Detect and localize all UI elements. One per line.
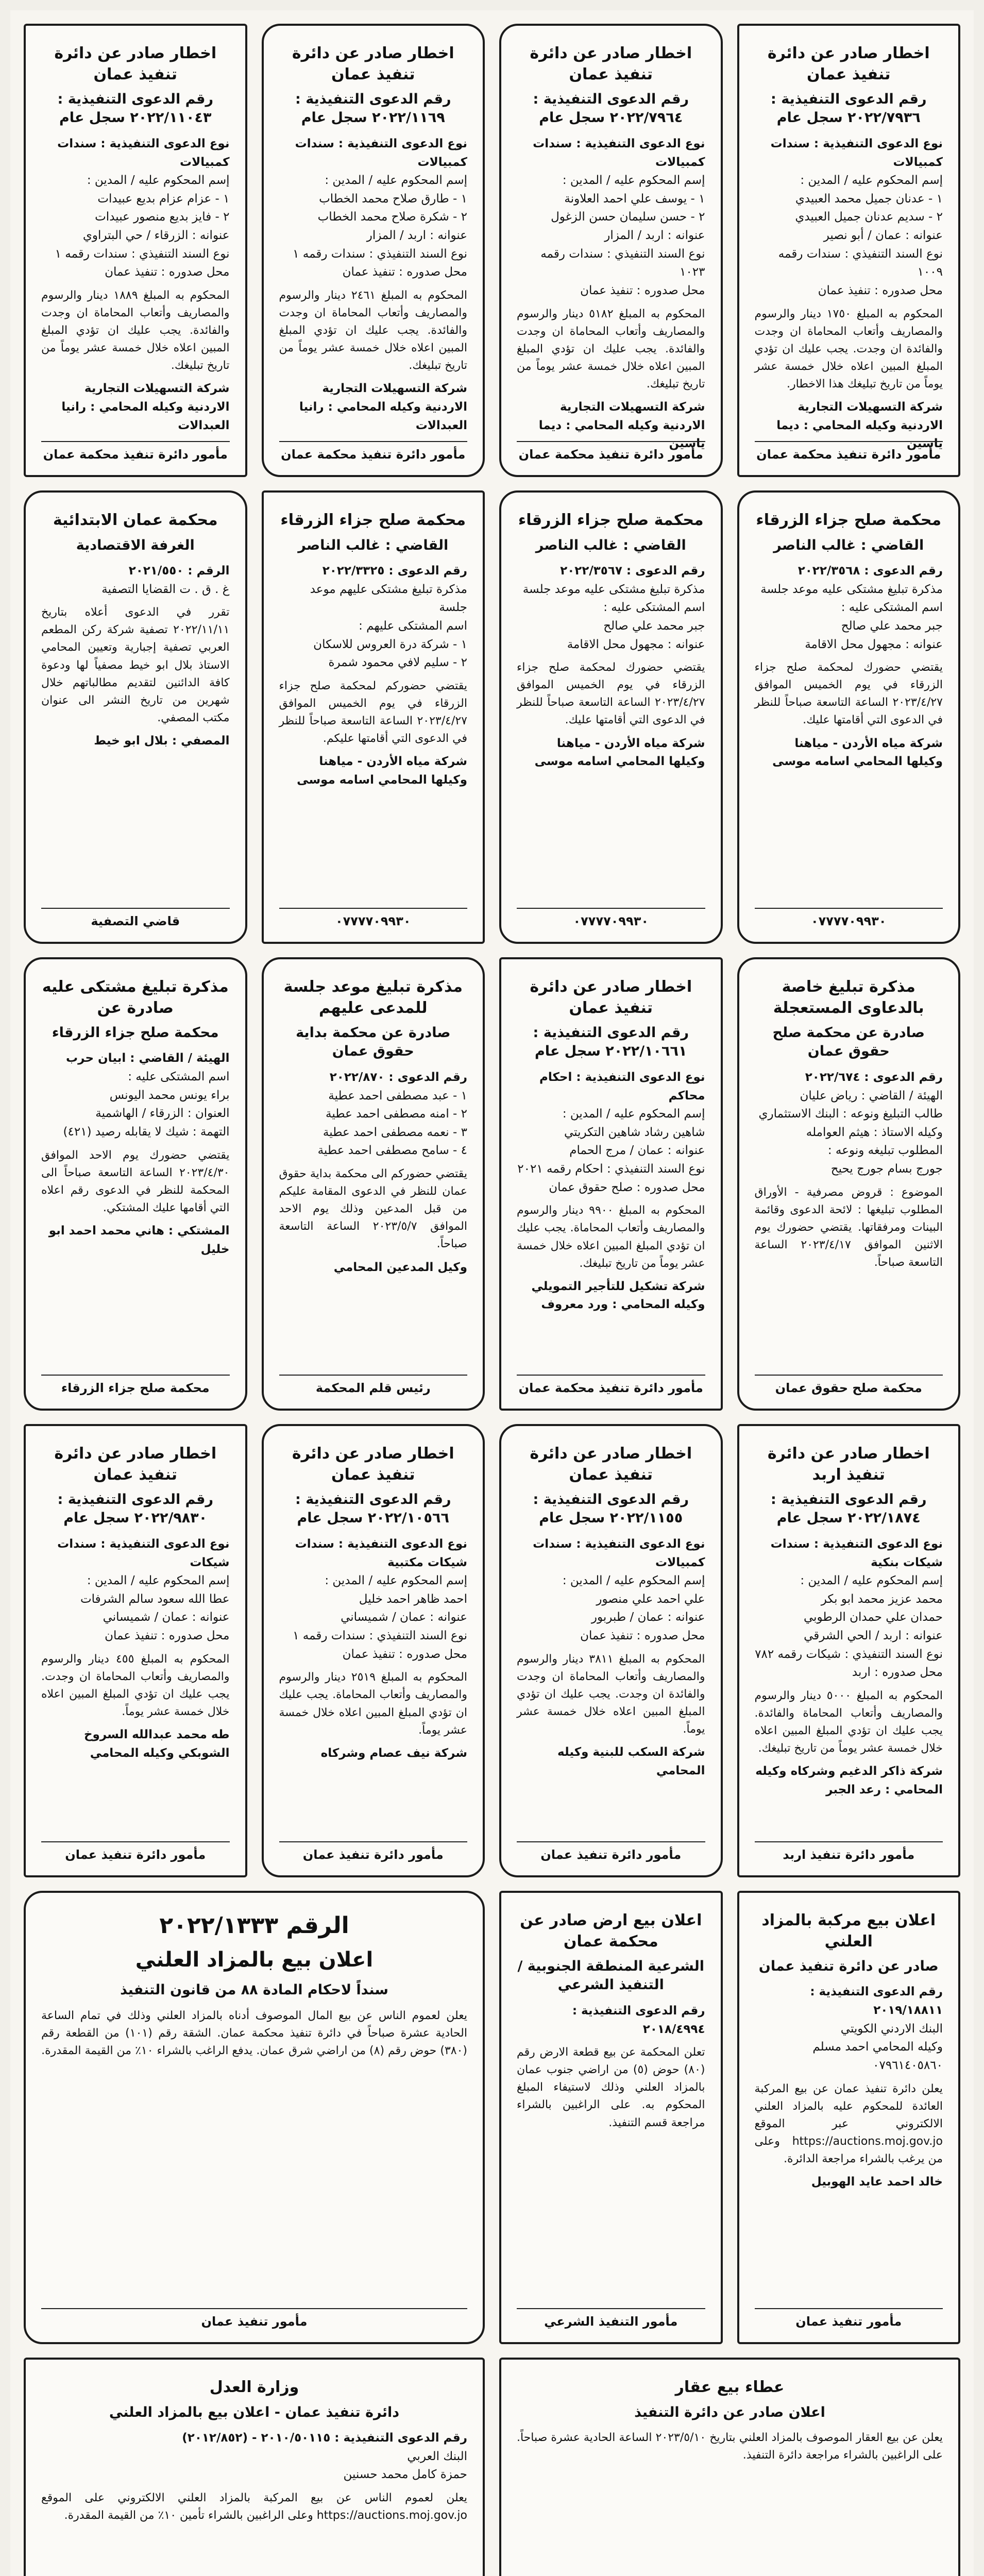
notice-heading: محكمة عمان الابتدائية	[53, 511, 218, 529]
notice-line: عنوانه : اربد / المزار	[604, 229, 705, 243]
notice-body: المحكوم به المبلغ ٥١٨٢ دينار والرسوم والمصاريف وأتعاب المحاماة ان وجدت والفائدة. يجب عليك ان تؤدي المبلغ المبين اعلاه خلال خمسة عشر يوماً من تاريخ تبليغك.	[517, 307, 705, 391]
notice-line: ١ - طارق صلاح محمد الخطاب	[319, 192, 467, 206]
court-notice	[24, 24, 247, 477]
court-notice	[737, 24, 961, 477]
notice-signature: مأمور دائرة تنفيذ محكمة عمان	[517, 441, 705, 462]
notice-line: محل صدوره : تنفيذ عمان	[342, 265, 467, 279]
notice-line: رقم الدعوى التنفيذية : ٢٠١٩/١٨٨١١	[810, 1985, 943, 2018]
notice-line: مذكرة تبليغ مشتكى عليهم موعد جلسة	[310, 582, 467, 615]
notice-body: المحكوم به المبلغ ١٨٨٩ دينار والرسوم والمصاريف وأتعاب المحاماة ان وجدت والفائدة. يجب عليك ان تؤدي المبلغ المبين اعلاه خلال خمسة عشر يوماً من تاريخ تبليغك.	[41, 289, 230, 372]
notice-line: غ . ق . ت القضايا التصفية	[101, 582, 230, 596]
notice-line: نوع الدعوى التنفيذية : سندات شيكات	[57, 1537, 230, 1569]
notice-subheading: دائرة تنفيذ عمان - اعلان بيع بالمزاد العلني	[109, 2404, 400, 2420]
notice-line: عنوانه : الزرقاء / حي البتراوي	[82, 229, 230, 243]
notice-line: اسم المشتكى عليه :	[841, 601, 943, 615]
notice-body: الموضوع : قروض مصرفية - الأوراق المطلوب تبليغها : لائحة الدعوى وقائمة البينات ومرفقاتها. يقتضي حضورك يوم الاثنين الموافق ٢٠٢٣/٤/١٧ الساعة التاسعة صباحاً.	[754, 1185, 943, 1269]
notice-party: شركة السكب للبنية وكيله المحامي	[557, 1745, 705, 1777]
notice-line: رقم الدعوى : ٢٠٢٢/٦٧٤	[805, 1070, 943, 1084]
notice-signature: مأمور دائرة تنفيذ عمان	[517, 1841, 705, 1862]
notice-signature: محكمة صلح حقوق عمان	[755, 1375, 943, 1395]
notice-line: إسم المحكوم عليه / المدين :	[325, 1574, 467, 1588]
notice-body: المحكوم به المبلغ ١٧٥٠ دينار والرسوم والمصاريف وأتعاب المحاماة ان وجدت والفائدة ان وجدت. يجب عليك ان تؤدي المبلغ المبين اعلاه خلال خمسة عشر يوماً من تاريخ تبليغك هذا الاخطار.	[754, 307, 943, 391]
notice-line: إسم المحكوم عليه / المدين :	[562, 1107, 705, 1121]
notice-party: شركة ذاكر الدغيم وشركاه وكيله المحامي : رعد الجبر	[755, 1765, 943, 1797]
notice-line: محل صدوره : تنفيذ عمان	[105, 1629, 230, 1643]
notice-subheading: الغرفة الاقتصادية	[76, 537, 195, 553]
notice-body: تقرر في الدعوى أعلاه بتاريخ ٢٠٢٢/١١/١١ تصفية شركة ركن المطعم العربي تصفية إجبارية وتعيين المحامي الاستاذ بلال ابو خيط مصفياً لها ودعوة كافة الدائنين لتقديم مطالباتهم خلال شهرين من تاريخ النشر الى عنوان مكتب المصفي.	[41, 606, 230, 724]
notice-subheading: رقم الدعوى التنفيذية : ٢٠٢٢/١٠٥٦٦ سجل عام	[295, 1492, 451, 1527]
notice-heading: اخطار صادر عن دائرة تنفيذ عمان	[292, 44, 454, 83]
notice-signature: مأمور دائرة تنفيذ محكمة عمان	[755, 441, 943, 462]
court-notice	[262, 1424, 485, 1877]
notice-line: التهمة : شيك لا يقابله رصيد (٤٢١)	[63, 1125, 230, 1139]
court-notice	[737, 1891, 961, 2344]
notice-line: نوع السند التنفيذي : سندات رقمه ١٠٢٣	[540, 247, 705, 279]
notice-heading: محكمة صلح جزاء الزرقاء	[756, 511, 942, 529]
notice-line: إسم المحكوم عليه / المدين :	[800, 1574, 943, 1588]
notice-signature: مأمور دائرة تنفيذ محكمة عمان	[517, 1375, 705, 1395]
notice-line: نوع الدعوى التنفيذية : سندات كمبيالات	[57, 137, 230, 169]
court-notice	[499, 24, 723, 477]
notice-line: إسم المحكوم عليه / المدين :	[562, 1574, 705, 1588]
notice-body: المحكوم به المبلغ ٩٩٠٠ دينار والرسوم والمصاريف وأتعاب المحاماة. يجب عليك ان تؤدي المبلغ المبين اعلاه خلال خمسة عشر يوماً من تاريخ تبليغك.	[517, 1204, 705, 1270]
notice-party: شركة التسهيلات التجارية الاردنية وكيله المحامي : ديما ياسين	[538, 400, 705, 451]
notice-party: المشتكي : هاني محمد احمد ابو خليل	[48, 1224, 230, 1256]
notice-line: رقم الدعوى : ٢٠٢٢/٣٥٦٧	[560, 564, 705, 578]
notice-line: براء يونس محمد اليونس	[109, 1088, 230, 1102]
notice-subheading: اعلان بيع بالمزاد العلني	[135, 1948, 374, 1972]
notice-line: نوع السند التنفيذي : سندات رقمه ١٠٠٩	[778, 247, 943, 279]
notice-line: حمزة كامل محمد حسنين	[343, 2468, 467, 2482]
notice-line: نوع السند التنفيذي : احكام رقمه ٢٠٢١	[517, 1162, 705, 1176]
notice-line: الهيئة / القاضي : ابيان حرب	[66, 1052, 230, 1065]
notice-line: محل صدوره : اربد	[852, 1666, 943, 1680]
notice-line: نوع الدعوى التنفيذية : سندات كمبيالات	[295, 137, 467, 169]
notice-subheading: صادر عن دائرة تنفيذ عمان	[758, 1958, 939, 1974]
notice-heading: اخطار صادر عن دائرة تنفيذ عمان	[54, 1445, 217, 1484]
newspaper-page	[10, 10, 974, 2576]
notice-heading: اعلان بيع مركبة بالمزاد العلني	[761, 1911, 936, 1951]
notice-body: يقتضي حضوركم الى محكمة بداية حقوق عمان للنظر في الدعوى المقامة عليكم من قبل المدعين وذلك يوم الاحد الموافق ٢٠٢٣/٥/٧ الساعة التاسعة صباحاً.	[279, 1167, 467, 1251]
notice-party: شركة التسهيلات التجارية الاردنية وكيله المحامي : ديما ياسين	[776, 400, 943, 451]
notice-subheading: القاضي : غالب الناصر	[773, 537, 924, 553]
notice-line: وكيله المحامي احمد مسلم	[812, 2040, 943, 2054]
notice-heading: اخطار صادر عن دائرة تنفيذ عمان	[530, 978, 692, 1017]
notice-body: يقتضي حضورك لمحكمة صلح جزاء الزرقاء في يوم الخميس الموافق ٢٠٢٣/٤/٢٧ الساعة التاسعة صباحاً للنظر في الدعوى التي أقامتها عليك.	[517, 661, 705, 727]
notice-party: خالد احمد عايد الهوبيل	[811, 2175, 943, 2189]
notice-line: عنوانه : مجهول محل الاقامة	[567, 637, 705, 651]
notice-line: جبر محمد علي صالح	[603, 619, 705, 633]
notice-line: عنوانه : اربد / الحي الشرقي	[804, 1629, 943, 1643]
notice-body: يعلن دائرة تنفيذ عمان عن بيع المركبة العائدة للمحكوم عليه بالمزاد العلني الالكتروني عبر الموقع https://auctions.moj.gov.jo وعلى من يرغب بالشراء مراجعة الدائرة.	[754, 2082, 943, 2166]
notice-body: المحكوم به المبلغ ٢٥١٩ دينار والرسوم والمصاريف وأتعاب المحاماة. يجب عليك ان تؤدي المبلغ المبين اعلاه خلال خمسة عشر يوماً.	[279, 1671, 468, 1737]
notice-subheading: رقم الدعوى التنفيذية : ٢٠٢٢/٩٨٣٠ سجل عام	[57, 1492, 213, 1527]
notice-heading: عطاء بيع عقار	[675, 2378, 785, 2396]
notice-heading: اخطار صادر عن دائرة تنفيذ عمان	[530, 1445, 692, 1484]
notice-line: إسم المحكوم عليه / المدين :	[87, 1574, 230, 1588]
notice-signature: مأمور دائرة تنفيذ عمان	[279, 1841, 468, 1862]
notice-line: المطلوب تبليغه ونوعه :	[827, 1144, 943, 1158]
court-notice	[499, 2358, 960, 2576]
notice-line: ٣ - نعمه مصطفى احمد عطية	[323, 1125, 467, 1139]
court-notice	[737, 957, 961, 1411]
court-notice	[24, 1424, 247, 1877]
notice-heading: اخطار صادر عن دائرة تنفيذ اربد	[767, 1445, 930, 1484]
notice-line: نوع السند التنفيذي : شيكات رقمه ٧٨٢	[755, 1647, 943, 1661]
notice-line: مذكرة تبليغ مشتكى عليه موعد جلسة	[522, 582, 705, 596]
court-notice	[499, 1424, 723, 1877]
notice-subheading: القاضي : غالب الناصر	[298, 537, 449, 553]
court-notice	[737, 1424, 961, 1877]
notice-subheading: صادرة عن محكمة صلح حقوق عمان	[772, 1025, 925, 1060]
notice-party: شركة مياه الأردن - مياهنا وكيلها المحامي اسامه موسى	[772, 736, 943, 769]
notice-signature: مأمور تنفيذ عمان	[755, 2308, 943, 2329]
notice-body: يقتضي حضورك يوم الاحد الموافق ٢٠٢٣/٤/٣٠ الساعة التاسعة صباحاً الى المحكمة للنظر في الدعوى رقم اعلاه التي أقامها عليك المشتكي.	[41, 1148, 230, 1214]
notice-subheading: القاضي : غالب الناصر	[535, 537, 686, 553]
notice-line: نوع الدعوى التنفيذية : سندات كمبيالات	[533, 137, 705, 169]
notice-body: المحكوم به المبلغ ٤٥٥ دينار والرسوم والمصاريف وأتعاب المحاماة ان وجدت. يجب عليك ان تؤدي المبلغ المبين اعلاه خلال خمسة عشر يوماً.	[41, 1652, 230, 1718]
notice-line: عنوانه : عمان / طبربور	[591, 1611, 705, 1624]
notice-line: عنوانه : مجهول محل الاقامة	[805, 637, 943, 651]
notice-signature: مأمور دائرة تنفيذ محكمة عمان	[41, 441, 230, 462]
notice-line: نوع السند التنفيذي : سندات رقمه ١	[55, 247, 230, 261]
notice-line: رقم الدعوى : ٢٠٢٢/٣٣٢٥	[322, 564, 467, 578]
notice-line: ٢ - حسن سليمان حسن الزغول	[551, 210, 705, 224]
notice-signature: ٠٧٧٧٧٠٩٩٣٠	[517, 908, 705, 928]
notice-party: المصفي : بلال ابو خيط	[94, 734, 230, 748]
notice-signature: رئيس قلم المحكمة	[279, 1375, 468, 1395]
notice-line: حمدان علي حمدان الرطوبي	[803, 1611, 943, 1624]
notice-heading: اخطار صادر عن دائرة تنفيذ عمان	[292, 1445, 454, 1484]
notice-heading: وزارة العدل	[209, 2378, 299, 2396]
notice-subheading: اعلان صادر عن دائرة التنفيذ	[634, 2404, 825, 2420]
notice-line: نوع الدعوى التنفيذية : سندات شيكات بنكية	[770, 1537, 943, 1569]
notice-line: ٢ - سديم عدنان جميل العبيدي	[795, 210, 943, 224]
notice-line: رقم الدعوى التنفيذية : ٢٠١٠/٥٠١١٥ - (٢٠١٢/٨٥٢)	[182, 2431, 467, 2445]
notice-subheading: صادرة عن محكمة بداية حقوق عمان	[296, 1025, 451, 1060]
notice-line: البنك العربي	[407, 2449, 467, 2463]
notice-body: يعلن لعموم الناس عن بيع المال الموصوف أدناه بالمزاد العلني وذلك في تمام الساعة الحادية عشرة صباحاً في دائرة تنفيذ محكمة عمان. الشقة رقم (١٠١) من القطعة رقم (٣٨٠) حوض رقم (٨) من اراضي شرق عمان. يدفع الراغب بالشراء ١٠٪ من القيمة المقدرة.	[41, 2009, 467, 2058]
notice-line: مذكرة تبليغ مشتكى عليه موعد جلسة	[760, 582, 943, 596]
notice-subheading: رقم الدعوى التنفيذية : ٢٠٢٢/١١٠٤٣ سجل عام	[57, 91, 213, 126]
notice-body: المحكوم به المبلغ ٢٤٦١ دينار والرسوم والمصاريف وأتعاب المحاماة ان وجدت والفائدة. يجب عليك ان تؤدي المبلغ المبين اعلاه خلال خمسة عشر يوماً من تاريخ تبليغك.	[279, 289, 468, 372]
notice-line: نوع الدعوى التنفيذية : سندات شيكات مكتبية	[295, 1537, 467, 1569]
notice-line: محل صدوره : صلح حقوق عمان	[549, 1180, 705, 1194]
notice-line: جبر محمد علي صالح	[841, 619, 943, 633]
notice-line: محل صدوره : تنفيذ عمان	[818, 284, 943, 297]
notice-line: ١ - عدنان جميل محمد العبيدي	[795, 192, 943, 206]
notice-line: نوع الدعوى التنفيذية : احكام محاكم	[539, 1070, 705, 1103]
notice-line: الرقم : ٢٠٢١/٥٥٠	[128, 564, 230, 578]
notice-heading: اعلان بيع ارض صادر عن محكمة عمان	[520, 1911, 702, 1951]
notice-body: المحكوم به المبلغ ٥٠٠٠ دينار والرسوم والمصاريف وأتعاب المحاماة والفائدة. يجب عليك ان تؤدي المبلغ المبين اعلاه خلال خمسة عشر يوماً من تاريخ تبليغك.	[754, 1689, 943, 1755]
notice-line: نوع الدعوى التنفيذية : سندات كمبيالات	[533, 1537, 705, 1569]
notice-party: طه محمد عبدالله السروخ الشوبكي وكيله المحامي	[83, 1728, 230, 1760]
notice-heading: الرقم ٢٠٢٢/١٣٣٣	[159, 1912, 349, 1939]
notice-line: ١ - شركة درة العروس للاسكان	[313, 637, 467, 651]
notice-line: عنوانه : عمان / شميساني	[103, 1611, 230, 1624]
notice-body: يعلن عن بيع العقار الموصوف بالمزاد العلني بتاريخ ٢٠٢٣/٥/١٠ الساعة الحادية عشرة صباحاً. على الراغبين بالشراء مراجعة دائرة التنفيذ.	[517, 2431, 943, 2462]
notice-party: شركة مياه الأردن - مياهنا وكيلها المحامي اسامه موسى	[534, 736, 705, 769]
notice-party: شركة نيف عصام وشركاه	[320, 1746, 467, 1760]
notice-heading: اخطار صادر عن دائرة تنفيذ عمان	[54, 44, 217, 83]
notice-line: وكيله الاستاذ : هيثم العوامله	[806, 1125, 943, 1139]
notice-heading: مذكرة تبليغ خاصة بالدعاوى المستعجلة	[773, 978, 924, 1017]
notice-subheading: رقم الدعوى التنفيذية : ٢٠٢٢/٧٩٦٤ سجل عام	[533, 91, 689, 126]
notice-line: الهيئة / القاضي : رياض عليان	[800, 1089, 943, 1103]
notice-line: رقم الدعوى : ٢٠٢٢/٨٧٠	[329, 1070, 467, 1084]
court-notice	[737, 490, 961, 944]
court-notice	[24, 957, 247, 1411]
notice-line: شاهين رشاد شاهين التكريتي	[564, 1125, 705, 1139]
notice-heading: مذكرة تبليغ مشتكى عليه صادرة عن	[42, 978, 229, 1017]
notice-line: نوع الدعوى التنفيذية : سندات كمبيالات	[770, 137, 943, 169]
notice-line: ١ - يوسف علي احمد العلاونة	[564, 192, 705, 206]
notice-heading: محكمة صلح جزاء الزرقاء	[518, 511, 704, 529]
court-notice	[24, 1891, 485, 2344]
notice-body: يقتضي حضورك لمحكمة صلح جزاء الزرقاء في يوم الخميس الموافق ٢٠٢٣/٤/٢٧ الساعة التاسعة صباحاً للنظر في الدعوى التي أقامتها عليك.	[754, 661, 943, 727]
notice-line: علي احمد علي منصور	[596, 1592, 705, 1606]
notice-line: ٠٧٩٦١٤٠٥٨٦٠	[873, 2059, 943, 2072]
notice-party: شركة مياه الأردن - مياهنا وكيلها المحامي اسامه موسى	[297, 755, 467, 787]
notice-heading: مذكرة تبليغ موعد جلسة للمدعى عليهم	[283, 978, 463, 1017]
notice-line: ٢ - شكرة صلاح محمد الخطاب	[317, 210, 467, 224]
notice-signature: ٠٧٧٧٧٠٩٩٣٠	[755, 908, 943, 928]
notice-line: احمد ظاهر احمد خليل	[359, 1592, 467, 1606]
notice-party: وكيل المدعين المحامي	[333, 1260, 467, 1274]
notice-line: محل صدوره : تنفيذ عمان	[580, 284, 705, 297]
notice-line: ٤ - سامح مصطفى احمد عطية	[317, 1144, 467, 1158]
notice-signature: مأمور دائرة تنفيذ عمان	[41, 1841, 230, 1862]
court-notice	[499, 490, 723, 944]
notice-body: المحكوم به المبلغ ٣٨١١ دينار والرسوم والمصاريف وأتعاب المحاماة ان وجدت والفائدة ان وجدت. يجب عليك ان تؤدي المبلغ المبين اعلاه خلال خمسة عشر يوماً.	[517, 1652, 705, 1736]
notice-signature: محكمة صلح جزاء الزرقاء	[41, 1375, 230, 1395]
notice-line: عنوانه : عمان / أبو نصير	[823, 229, 943, 243]
notice-subheading-2: سنداً لاحكام المادة ٨٨ من قانون التنفيذ	[120, 1982, 388, 1998]
notice-line: إسم المحكوم عليه / المدين :	[325, 174, 467, 188]
court-notice	[24, 2358, 485, 2576]
court-notice	[262, 957, 485, 1411]
notice-subheading: رقم الدعوى التنفيذية : ٢٠٢٢/١١٥٥ سجل عام	[533, 1492, 689, 1527]
notice-signature: مأمور دائرة تنفيذ محكمة عمان	[279, 441, 468, 462]
notice-signature: ٠٧٧٧٧٠٩٩٣٠	[279, 908, 468, 928]
notice-subheading: رقم الدعوى التنفيذية : ٢٠٢٢/١٠٦٦١ سجل عام	[533, 1025, 689, 1060]
notice-line: عنوانه : اربد / المزار	[366, 229, 467, 243]
notice-party: شركة التسهيلات التجارية الاردنية وكيله المحامي : رانيا العبدالات	[61, 382, 230, 432]
notice-line: محل صدوره : تنفيذ عمان	[580, 1629, 705, 1643]
notice-line: ٢ - سليم لافي محمود شمرة	[328, 656, 467, 670]
notice-body: يعلن لعموم الناس عن بيع المركبة بالمزاد العلني الالكتروني على الموقع https://auctions.moj.gov.jo وعلى الراغبين بالشراء تأمين ١٠٪ من القيمة المقدرة.	[41, 2491, 467, 2522]
court-notice	[262, 490, 485, 944]
notice-line: نوع السند التنفيذي : سندات رقمه ١	[293, 1629, 467, 1643]
notice-subheading: محكمة صلح جزاء الزرقاء	[52, 1025, 219, 1041]
notice-line: اسم المشتكى عليه :	[128, 1070, 230, 1084]
court-notice	[499, 957, 723, 1411]
notice-signature: مأمور تنفيذ عمان	[41, 2308, 467, 2329]
notice-heading: محكمة صلح جزاء الزرقاء	[280, 511, 466, 529]
notice-line: العنوان : الزرقاء / الهاشمية	[95, 1107, 230, 1121]
court-notice	[499, 1891, 723, 2344]
notice-line: جورج بسام جورج يحيح	[830, 1162, 943, 1176]
notice-heading: اخطار صادر عن دائرة تنفيذ عمان	[530, 44, 692, 83]
notice-line: إسم المحكوم عليه / المدين :	[800, 174, 943, 188]
notice-line: اسم المشتكى عليهم :	[359, 619, 467, 633]
notice-subheading: رقم الدعوى التنفيذية : ٢٠٢٢/٧٩٣٦ سجل عام	[771, 91, 927, 126]
notice-subheading: رقم الدعوى التنفيذية : ٢٠٢٢/١١٦٩ سجل عام	[295, 91, 451, 126]
notice-line: رقم الدعوى : ٢٠٢٢/٣٥٦٨	[798, 564, 943, 578]
notice-line: إسم المحكوم عليه / المدين :	[87, 174, 230, 188]
notice-signature: مأمور دائرة تنفيذ اربد	[755, 1841, 943, 1862]
notice-party: شركة تشكيل للتأجير التمويلي وكيله المحامي : ورد معروف	[531, 1279, 705, 1312]
notice-heading: اخطار صادر عن دائرة تنفيذ عمان	[767, 44, 930, 83]
notice-line: اسم المشتكى عليه :	[603, 601, 705, 615]
court-notice	[262, 24, 485, 477]
notice-party: شركة التسهيلات التجارية الاردنية وكيله المحامي : رانيا العبدالات	[299, 382, 467, 432]
notice-body: يقتضي حضوركم لمحكمة صلح جزاء الزرقاء في يوم الخميس الموافق ٢٠٢٣/٤/٢٧ الساعة التاسعة صباحاً للنظر في الدعوى التي أقامتها عليكم.	[279, 679, 467, 745]
notice-line: نوع السند التنفيذي : سندات رقمه ١	[293, 247, 467, 261]
notice-line: ١ - عبد مصطفى احمد عطية	[328, 1089, 467, 1103]
notice-signature: مأمور التنفيذ الشرعي	[517, 2308, 705, 2329]
notice-body: تعلن المحكمة عن بيع قطعة الارض رقم (٨٠) حوض (٥) من اراضي جنوب عمان بالمزاد العلني وذلك لاستيفاء المبلغ المحكوم به. على الراغبين بالشراء مراجعة قسم التنفيذ.	[517, 2046, 705, 2129]
notice-subheading: رقم الدعوى التنفيذية : ٢٠٢٢/١٨٧٤ سجل عام	[771, 1492, 927, 1527]
notice-line: رقم الدعوى التنفيذية : ٢٠١٨/٤٩٩٤	[572, 2004, 705, 2036]
notice-line: ٢ - فايز بديع منصور عبيدات	[95, 210, 230, 224]
notice-line: محمد عزيز محمد ابو بكر	[821, 1592, 943, 1606]
notice-line: البنك الاردني الكويتي	[840, 2022, 943, 2036]
notice-line: ١ - عزام عزام بديع عبيدات	[97, 192, 230, 206]
notice-signature: قاضي التصفية	[41, 908, 230, 928]
notice-subheading: الشرعية المنطقة الجنوبية / التنفيذ الشرعي	[517, 1958, 705, 1993]
notice-line: ٢ - امنه مصطفى احمد عطية	[326, 1107, 467, 1121]
notices-grid	[10, 10, 974, 2576]
notice-line: محل صدوره : تنفيذ عمان	[342, 1647, 467, 1661]
notice-line: محل صدوره : تنفيذ عمان	[105, 265, 230, 279]
notice-line: عطا الله سعود سالم الشرفات	[80, 1592, 230, 1606]
notice-line: عنوانه : عمان / مرج الحمام	[569, 1144, 705, 1158]
court-notice	[24, 490, 247, 944]
notice-line: إسم المحكوم عليه / المدين :	[562, 174, 705, 188]
notice-line: عنوانه : عمان / شميساني	[341, 1611, 467, 1624]
notice-line: طالب التبليغ ونوعه : البنك الاستثماري	[758, 1107, 943, 1121]
